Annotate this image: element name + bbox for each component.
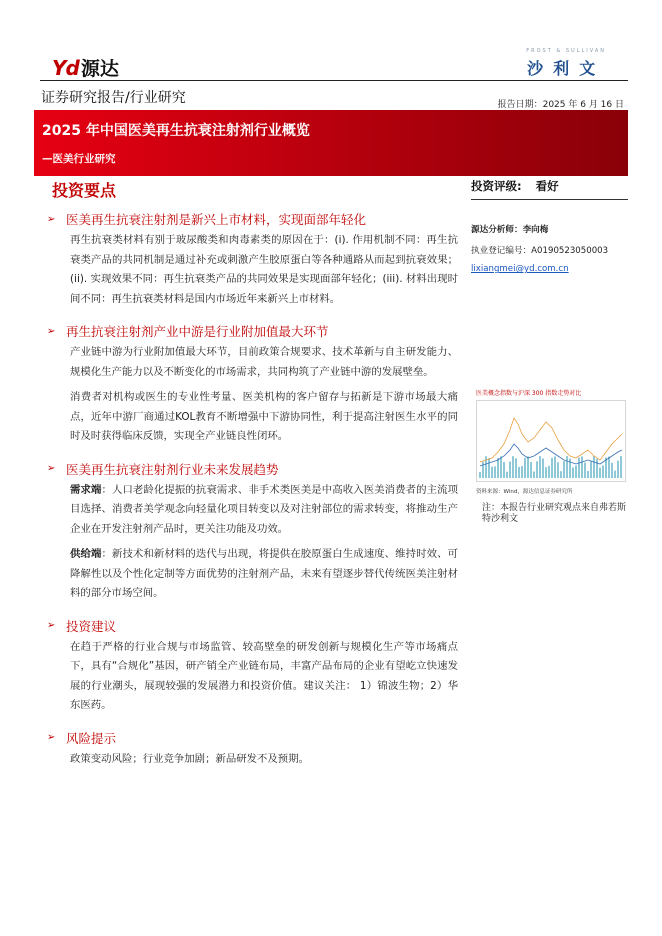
- chart-bar: [578, 458, 580, 478]
- bullet-title: 再生抗衰注射剂产业中游是行业附加值最大环节: [66, 324, 329, 339]
- partner-logo-en: FROST & SULLIVAN: [526, 48, 606, 54]
- paragraph: 消费者对机构或医生的专业性考量、医美机构的客户留存与拓新是下游市场最大痛点，近年中游厂商通过KOL教育不断增强中下游协同性，利于提高注射医生水平的同时及时获得临床反馈，实现全产业链良性闭环。: [70, 391, 458, 442]
- title-banner: [34, 110, 628, 176]
- chart-bar: [539, 456, 541, 478]
- chart-bar: [497, 458, 499, 478]
- chart-bar: [521, 466, 523, 478]
- chart-bar: [506, 472, 508, 478]
- chart-bar: [572, 467, 574, 478]
- bullet-section-5: [40, 729, 458, 747]
- brand-logo: [52, 54, 119, 81]
- paragraph: 政策变动风险；行业竞争加剧；新品研发不及预期。: [70, 752, 309, 765]
- header-divider: [40, 80, 628, 81]
- report-date: 报告日期：2025 年 6 月 16 日: [497, 100, 624, 110]
- chart-bar: [482, 462, 484, 478]
- bullet-title: 医美再生抗衰注射剂行业未来发展趋势: [66, 461, 279, 477]
- logo-mark: Yd: [52, 55, 79, 80]
- arrow-bullet-icon: ➢: [47, 213, 56, 225]
- chart-bar: [479, 472, 481, 478]
- chart-bar: [581, 456, 583, 478]
- main-content: [40, 178, 458, 769]
- chart-bar: [584, 463, 586, 478]
- paragraph: 再生抗衰类材料有别于玻尿酸类和肉毒素类的原因在于：(i). 作用机制不同：再生抗衰类产品的共同机制是通过补充或刺激产生胶原蛋白等各种通路从而起到抗衰效果；(ii). 实现效果不同：再生抗衰类产品的共同效果是实现面部年轻化；(iii). 材料出现时间不同：再生抗衰类材料是国内市场近年来新兴上市材料。: [70, 234, 458, 305]
- chart-bar: [563, 461, 565, 478]
- bullet-section-3: [40, 460, 458, 478]
- chart-bar: [503, 462, 505, 478]
- chart-bar: [518, 467, 520, 478]
- para-text: ：人口老龄化提振的抗衰需求、非手术类医美是中高收入医美消费者的主流项目选择、消费者美学观念向轻量化项目转变以及对注射部位的需求转变，将推动生产企业在开发注射剂产品时，更关注功能及功效。: [70, 483, 458, 535]
- chart-plot: [476, 400, 626, 482]
- chart-bar: [557, 462, 559, 478]
- paragraph: 产业链中游为行业附加值最大环节，目前政策合规要求、技术革新与自主研发能力、规模化生产能力以及不断变化的市场需求，共同构筑了产业链中游的发展壁垒。: [70, 346, 458, 378]
- chart-bar: [617, 461, 619, 478]
- chart-bar: [512, 456, 514, 478]
- report-subtitle: —医美行业研究: [42, 153, 116, 165]
- chart-bar: [494, 466, 496, 478]
- chart-bar: [560, 471, 562, 478]
- arrow-bullet-icon: ➢: [47, 325, 56, 337]
- analyst-name: 源达分析师：李向梅: [471, 225, 549, 235]
- partner-logo-cn: 沙利文: [527, 59, 606, 78]
- chart-bar: [575, 466, 577, 478]
- chart-bar: [602, 465, 604, 478]
- rating-label: 投资评级:: [471, 179, 522, 193]
- arrow-bullet-icon: ➢: [47, 463, 56, 474]
- chart-line-a: [480, 418, 622, 462]
- registration-number: 执业登记编号：A0190523050003: [471, 246, 609, 256]
- chart-bar: [611, 463, 613, 478]
- chart-bar: [509, 461, 511, 478]
- paragraph-demand: [70, 481, 458, 540]
- sidebar-divider: [471, 199, 628, 200]
- arrow-bullet-icon: ➢: [47, 732, 56, 743]
- report-type: 证券研究报告/行业研究: [41, 90, 186, 106]
- chart-bar: [527, 456, 529, 478]
- investment-rating: [471, 178, 628, 194]
- chart-bar: [488, 458, 490, 478]
- bullet-title: 医美再生抗衰注射剂是新兴上市材料，实现面部年轻化: [66, 212, 367, 227]
- para-text: ：新技术和新材料的迭代与出现，将提供在胶原蛋白生成速度、维持时效、可降解性以及个性化定制等方面优势的注射剂产品，未来有望逐步替代传统医美注射材料的部分市场空间。: [70, 548, 458, 599]
- chart-bar: [533, 471, 535, 478]
- chart-bar: [515, 458, 517, 478]
- bullet-section-1: [40, 210, 458, 228]
- chart-bar: [566, 456, 568, 478]
- chart-bar: [545, 467, 547, 478]
- paragraph-supply: [70, 545, 458, 604]
- bullet-title: 风险提示: [66, 730, 117, 746]
- para-label: 供给端: [70, 548, 102, 560]
- chart-source: 资料来源：Wind，源达信息证券研究所: [476, 489, 573, 495]
- bullet-title: 投资建议: [66, 618, 117, 634]
- chart-bar: [530, 462, 532, 478]
- chart-title: 医美概念指数与沪深 300 指数走势对比: [476, 390, 582, 397]
- chart-bar: [491, 467, 493, 478]
- chart-bar: [593, 456, 595, 478]
- chart-bar: [590, 461, 592, 478]
- chart-bar: [542, 458, 544, 478]
- index-chart: [476, 388, 628, 496]
- section-heading: 投资要点: [52, 181, 117, 200]
- partner-logo: [526, 48, 606, 79]
- rating-value: 看好: [535, 179, 559, 193]
- footnote: 注：本报告行业研究观点来自弗若斯特沙利文: [482, 503, 627, 524]
- chart-bar: [524, 458, 526, 478]
- chart-bar: [548, 466, 550, 478]
- analyst-email-link[interactable]: lixiangmei@yd.com.cn: [471, 264, 569, 274]
- chart-bar: [551, 458, 553, 478]
- report-title: 2025 年中国医美再生抗衰注射剂行业概览: [42, 123, 310, 139]
- chart-bar: [614, 471, 616, 478]
- chart-bar: [554, 456, 556, 478]
- chart-bar: [608, 457, 610, 478]
- chart-bar: [599, 468, 601, 478]
- chart-bar: [587, 471, 589, 478]
- sidebar: [471, 178, 628, 274]
- paragraph: 在趋于严格的行业合规与市场监管、较高壁垒的研发创新与规模化生产等市场痛点下，具有“合规化”基因，研产销全产业链布局，丰富产品布局的企业有望屹立快速发展的行业潮头，展现较强的发展潜力和投资价值。建议关注： 1）锦波生物；2）华东医药。: [70, 640, 458, 711]
- bullet-section-4: [40, 617, 458, 635]
- logo-text: 源达: [80, 58, 119, 80]
- chart-bar: [536, 461, 538, 478]
- chart-bar: [596, 459, 598, 478]
- chart-bar: [620, 456, 622, 478]
- arrow-bullet-icon: ➢: [47, 620, 56, 631]
- para-label: 需求端: [70, 483, 102, 496]
- bullet-section-2: [40, 322, 458, 340]
- chart-bar: [500, 456, 502, 478]
